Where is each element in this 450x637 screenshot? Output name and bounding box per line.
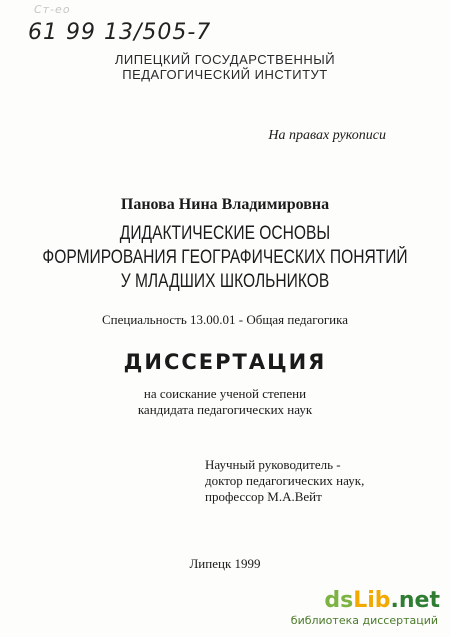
title-line-3: У МЛАДШИХ ШКОЛЬНИКОВ xyxy=(120,271,330,292)
logo-part-lib: Lib xyxy=(353,588,391,613)
handwritten-catalog-code: 61 99 13/505-7 xyxy=(28,20,212,45)
purpose-line-1: на соискание ученой степени xyxy=(143,386,307,401)
city-year: Липецк 1999 xyxy=(189,556,261,571)
logo-part-ds: ds xyxy=(324,588,354,613)
logo-part-net: .net xyxy=(390,588,440,613)
purpose-line-2: кандидата педагогических наук xyxy=(137,402,313,417)
specialty: Специальность 13.00.01 - Общая педагогика xyxy=(102,312,348,327)
title-line-2: ФОРМИРОВАНИЯ ГЕОГРАФИЧЕСКИХ ПОНЯТИЙ xyxy=(42,247,408,268)
faded-stamp: Ст-ео xyxy=(34,3,71,16)
institution-line-1: ЛИПЕЦКИЙ ГОСУДАРСТВЕННЫЙ xyxy=(114,52,336,67)
document-type: ДИССЕРТАЦИЯ xyxy=(123,350,327,374)
dslib-subtitle: библиотека диссертаций xyxy=(290,614,438,627)
institution-line-2: ПЕДАГОГИЧЕСКИЙ ИНСТИТУТ xyxy=(122,67,328,82)
advisor-line-1: Научный руководитель - xyxy=(205,457,341,472)
author-name: Панова Нина Владимировна xyxy=(120,196,330,213)
advisor-line-2: доктор педагогических наук, xyxy=(205,473,365,488)
dslib-logo[interactable] xyxy=(324,588,440,613)
rights-notice: На правах рукописи xyxy=(268,128,386,143)
advisor-line-3: профессор М.А.Вейт xyxy=(205,489,322,504)
title-line-1: ДИДАКТИЧЕСКИЕ ОСНОВЫ xyxy=(119,223,331,244)
